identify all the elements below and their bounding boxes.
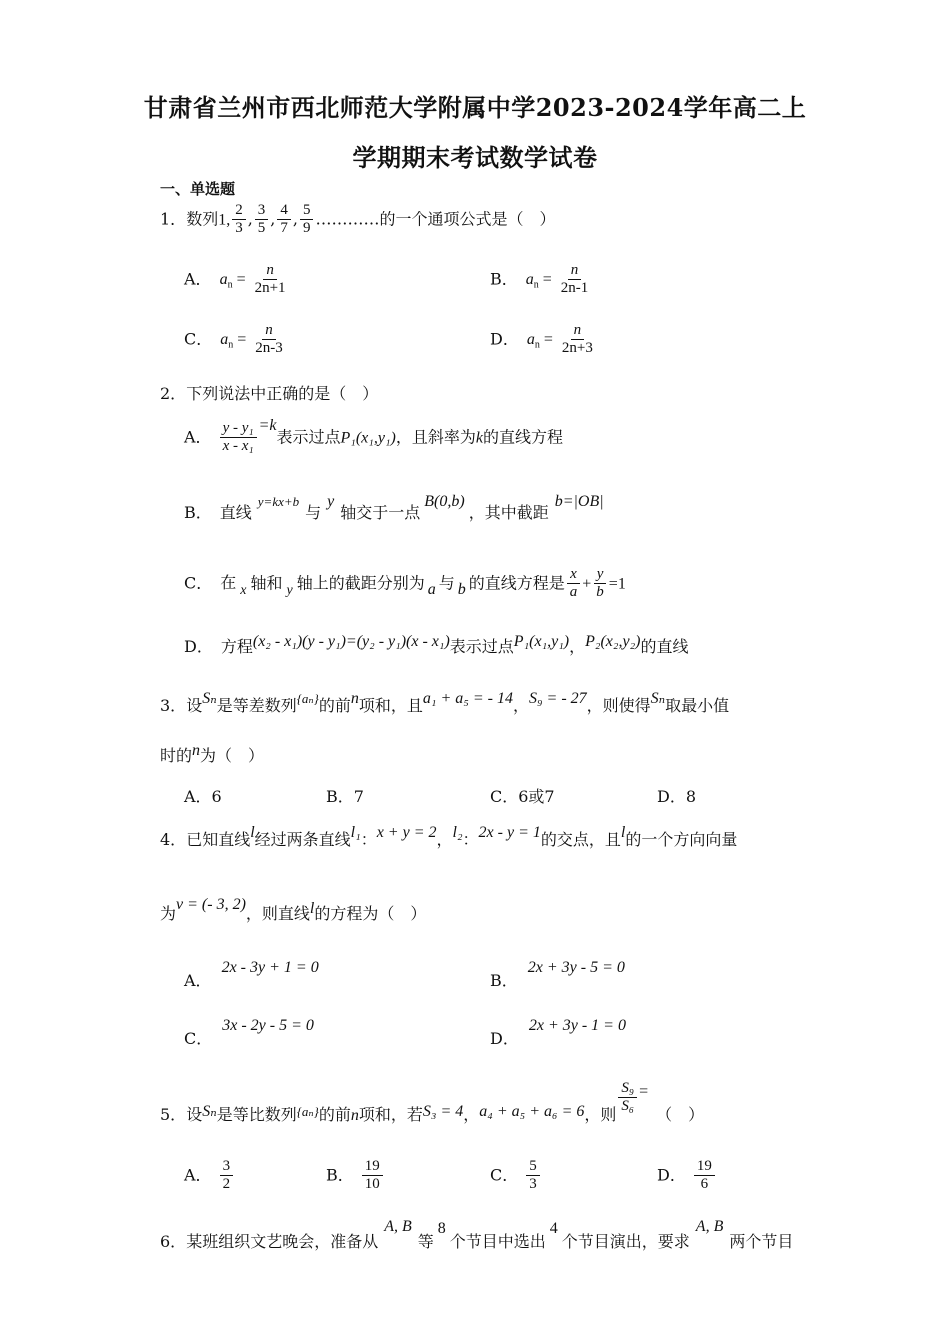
q1-option-d: D． $a_n$ = $\frac{n}{2n+3}$ (490, 322, 593, 357)
question-3: 3．设Sₙ是等差数列$^{\{a_n\}}$的前n项和，且a₁ + a₅ = - 14，S₉ = - 27，则使得Sₙ取最小值 (160, 690, 730, 715)
q1-fraction-3: $\frac{4}{7}$ (277, 202, 291, 238)
question-2: 2．下列说法中正确的是（ ） (160, 384, 379, 403)
q1-option-c: C． $a_n$ = $\frac{n}{2n-3}$ (184, 322, 283, 357)
q1-number: 1． (160, 209, 187, 229)
q4-option-c: C．3x - 2y - 5 = 0 (184, 1017, 314, 1048)
q1-prefix: 数列 (186, 209, 219, 229)
q4-option-b: B．2x + 3y - 5 = 0 (490, 959, 625, 990)
q5-option-b: B． $\frac{19}{10}$ (326, 1158, 385, 1194)
q4-option-d: D．2x + 3y - 1 = 0 (490, 1017, 626, 1048)
q5-option-c: C． $\frac{5}{3}$ (490, 1158, 542, 1194)
q1-dots: ………… (315, 209, 380, 229)
q3-option-c: C．6或7 (490, 787, 555, 806)
q1-suffix: 的一个通项公式是（ ） (379, 209, 556, 229)
question-4: 4．已知直线l经过两条直线l₁：x + y = 2，l₂：2x - y = 1的交点，且l的一个方向向量 (160, 824, 738, 849)
question-5: 5．设Sₙ是等比数列$_{\{a_n\}}$的前n项和，若S₃ = 4，a₄ + a₅ + a₆ = 6，则 $\frac{\text{S₉}}{\text{S₆}}$ =（ ） (160, 1080, 705, 1125)
section-heading: 一、单选题 (160, 180, 236, 198)
q1-fraction-2: $\frac{3}{5}$ (255, 202, 269, 238)
q1-option-a: A． $a_n$ = $\frac{n}{2n+1}$ (184, 262, 286, 297)
q3-option-a: A．6 (184, 787, 222, 806)
q4-option-a: A．2x - 3y + 1 = 0 (184, 959, 319, 990)
q2-option-b: B． 直线$^{y=kx+b}$与y轴交于一点B(0,b)，其中截距b=|OB| (184, 493, 604, 522)
question-1: 1．数列1, $\frac{2}{3}$ , $\frac{3}{5}$ , $\frac{4}{7}$ , $\frac{5}{9}$ …………的一个通项公式是（ ） (160, 202, 556, 237)
q1-option-b: B． $a_n$ = $\frac{n}{2n-1}$ (490, 262, 589, 297)
question-3-line2: 时的n为（ ） (160, 742, 265, 765)
q1-fraction-4: $\frac{5}{9}$ (300, 202, 314, 238)
exam-title-line1: 甘肃省兰州市西北师范大学附属中学2023-2024学年高二上 (143, 93, 807, 122)
q1-term1: 1, (218, 211, 231, 229)
q3-option-b: B．7 (326, 787, 364, 806)
question-6: 6．某班组织文艺晚会，准备从A, B等8个节目中选出4个节目演出，要求A, B两个节目 (160, 1218, 794, 1251)
exam-title-line2: 学期期末考试数学试卷 (352, 143, 598, 172)
q2-option-d: D． 方程(x₂ - x₁)(y - y₁)=(y₂ - y₁)(x - x₁)表示过点P₁(x₁,y₁)，P₂(x₂,y₂)的直线 (184, 633, 689, 656)
q2-option-a: A． $\frac{\text{y - y₁}}{\text{x - x₁}}$ =k表示过点P₁(x₁,y₁)，且斜率为k的直线方程 (184, 417, 563, 455)
q3-option-d: D．8 (657, 787, 697, 806)
q2-option-c: C． 在 x 轴和 y 轴上的截距分别为 a 与 b 的直线方程是 $\frac{x}{a}$ + $\frac{y}{b}$ =1 (184, 566, 626, 601)
q5-option-d: D． $\frac{19}{6}$ (657, 1158, 717, 1194)
q5-option-a: A． $\frac{3}{2}$ (184, 1158, 235, 1194)
question-4-line2: 为v = (- 3, 2)，则直线l的方程为（ ） (160, 896, 427, 923)
q1-fraction-1: $\frac{2}{3}$ (232, 202, 246, 238)
